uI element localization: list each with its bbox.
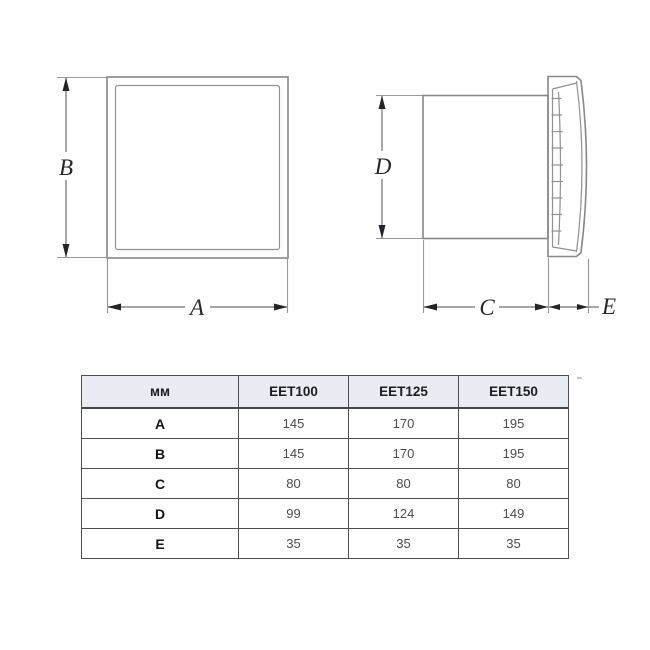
row-label: C: [82, 469, 239, 499]
scan-artifact-dash: [577, 377, 582, 379]
side-view-drawing: [371, 77, 616, 321]
dim-label-e: E: [601, 294, 617, 319]
dimensions-table: [81, 375, 569, 559]
arrowhead-up: [63, 78, 70, 92]
col-header-eet125: EET125: [349, 376, 459, 409]
cell-value: 80: [459, 469, 569, 499]
front-view-outer-frame: [107, 77, 288, 258]
cell-value: 170: [349, 439, 459, 469]
cell-value: 35: [459, 529, 569, 559]
table-row-a: [82, 408, 569, 439]
table-row-d: [82, 499, 569, 529]
dim-label-c: C: [479, 295, 495, 320]
cell-value: 145: [239, 408, 349, 439]
cell-value: 145: [239, 439, 349, 469]
cover-inner-frame-top: [553, 83, 577, 89]
cover-grille-ticks: [552, 92, 564, 245]
cell-value: 170: [349, 408, 459, 439]
dim-label-a: A: [189, 295, 205, 320]
cell-value: 124: [349, 499, 459, 529]
cell-value: 99: [239, 499, 349, 529]
col-header-mm: мм: [82, 376, 239, 409]
arrowhead-right: [535, 304, 548, 311]
cell-value: 35: [239, 529, 349, 559]
table-row-b: [82, 439, 569, 469]
arrowhead-right: [274, 304, 288, 311]
arrowhead-left: [549, 304, 560, 310]
arrowhead-left: [424, 304, 438, 311]
cell-value: 195: [459, 439, 569, 469]
row-label: B: [82, 439, 239, 469]
front-view-drawing: [55, 77, 288, 320]
dim-label-d: D: [374, 154, 392, 179]
row-label: D: [82, 499, 239, 529]
arrowhead-up: [379, 96, 386, 110]
table-row-c: [82, 469, 569, 499]
cell-value: 195: [459, 408, 569, 439]
row-label: A: [82, 408, 239, 439]
cover-inner-frame-bottom: [553, 247, 577, 251]
front-view-inner-panel: [116, 86, 280, 250]
arrowhead-down: [63, 244, 70, 258]
table-row-e: [82, 529, 569, 559]
table-header-row: [82, 376, 569, 409]
cell-value: 80: [349, 469, 459, 499]
col-header-eet150: EET150: [459, 376, 569, 409]
arrowhead-down: [379, 225, 386, 239]
cell-value: 35: [349, 529, 459, 559]
side-view-duct-body: [423, 96, 548, 239]
row-label: E: [82, 529, 239, 559]
side-view-cover-outline: [548, 77, 587, 257]
cell-value: 80: [239, 469, 349, 499]
cell-value: 149: [459, 499, 569, 529]
dim-label-b: B: [58, 155, 74, 180]
arrowhead-left: [108, 304, 122, 311]
arrowhead-right: [577, 304, 588, 310]
col-header-eet100: EET100: [239, 376, 349, 409]
side-view-cover-inner-curve: [577, 81, 583, 252]
